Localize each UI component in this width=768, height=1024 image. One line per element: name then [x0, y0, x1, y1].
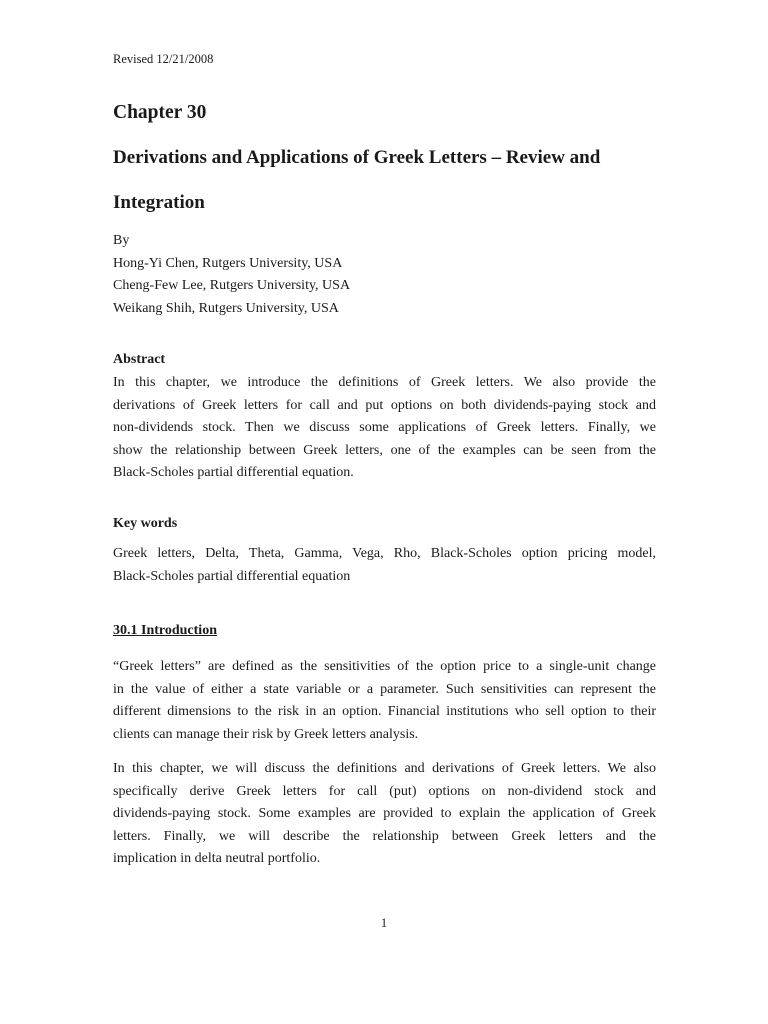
abstract-line: derivations of Greek letters for call and put options on both dividends-paying stock and [113, 397, 656, 413]
keywords-line: Greek letters, Delta, Theta, Gamma, Vega, Rho, Black-Scholes option pricing model, [113, 546, 656, 561]
chapter-title-line-2: Integration [113, 192, 205, 213]
abstract-heading: Abstract [113, 352, 166, 367]
chapter-number: Chapter 30 [113, 102, 207, 123]
introduction-paragraph-1 [113, 656, 656, 746]
revision-date: Revised 12/21/2008 [113, 52, 214, 66]
introduction-paragraph-2 [113, 758, 656, 871]
by-label: By [113, 233, 130, 248]
chapter-title-line-1: Derivations and Applications of Greek Letters – Review and [113, 147, 601, 168]
author-1: Hong-Yi Chen, Rutgers University, USA [113, 255, 343, 271]
intro-p2-line: letters. Finally, we will describe the relationship between Greek letters and the [113, 828, 656, 844]
abstract-line: show the relationship between Greek letters, one of the examples can be seen from the [113, 442, 656, 458]
intro-p1-line: clients can manage their risk by Greek letters analysis. [113, 726, 419, 742]
intro-p2-line: implication in delta neutral portfolio. [113, 851, 321, 867]
abstract-line: non-dividends stock. Then we discuss some applications of Greek letters. Finally, we [113, 420, 656, 436]
abstract-line: In this chapter, we introduce the definitions of Greek letters. We also provide the [113, 375, 656, 390]
section-heading-introduction: 30.1 Introduction [113, 623, 217, 638]
intro-p1-line: “Greek letters” are defined as the sensitivities of the option price to a single-unit change [113, 659, 656, 674]
abstract-paragraph [113, 372, 656, 485]
author-list [113, 230, 350, 320]
intro-p2-line: dividends-paying stock. Some examples are provided to explain the application of Greek [113, 806, 656, 822]
abstract-line: Black-Scholes partial differential equation. [113, 465, 354, 481]
intro-p2-line: In this chapter, we will discuss the definitions and derivations of Greek letters. We also [113, 761, 656, 776]
author-3: Weikang Shih, Rutgers University, USA [113, 300, 339, 316]
intro-p2-line: specifically derive Greek letters for call (put) options on non-dividend stock and [113, 783, 656, 799]
page-number: 1 [380, 916, 388, 930]
keywords-heading: Key words [113, 516, 178, 531]
author-2: Cheng-Few Lee, Rutgers University, USA [113, 278, 351, 294]
intro-p1-line: in the value of either a state variable or a parameter. Such sensitivities can represent the [113, 681, 656, 697]
keywords-line: Black-Scholes partial differential equation [113, 568, 351, 584]
keywords-paragraph [113, 543, 656, 588]
intro-p1-line: different dimensions to the risk in an option. Financial institutions who sell option to their [113, 704, 656, 720]
